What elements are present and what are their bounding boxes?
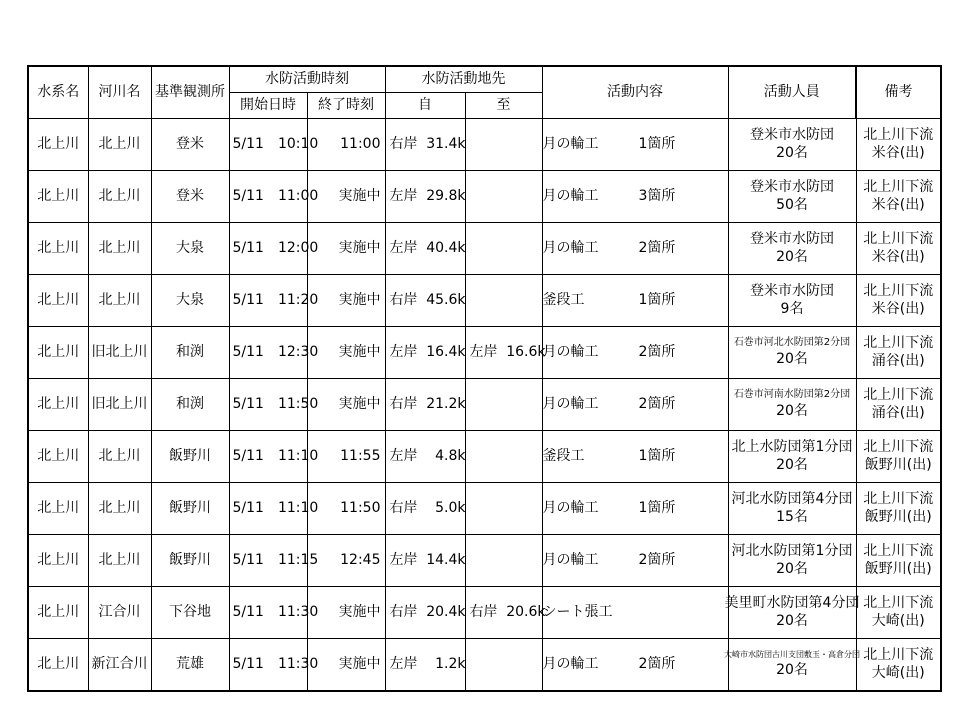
- to-side: 左岸: [469, 344, 498, 360]
- table-row: [28, 638, 941, 691]
- remark-line-2: 米谷(出): [871, 301, 925, 317]
- cell-system: 北上川: [28, 378, 88, 430]
- table-row: [28, 326, 941, 378]
- cell-end: 実施中: [307, 326, 385, 378]
- activity-type: 月の輪工: [542, 552, 599, 568]
- cell-system: 北上川: [28, 482, 88, 534]
- cell-system: 北上川: [28, 586, 88, 638]
- from-distance: 45.6k: [426, 292, 466, 308]
- cell-station: 荒雄: [151, 638, 229, 691]
- team-name: 石巻市河南水防団第2分団: [733, 389, 851, 400]
- from-distance: 4.8k: [435, 448, 466, 464]
- cell-from: [385, 274, 465, 326]
- cell-station: 登米: [151, 118, 229, 170]
- cell-station: 飯野川: [151, 534, 229, 586]
- cell-personnel: [728, 534, 856, 586]
- activity-type: 月の輪工: [542, 136, 599, 152]
- cell-activity: [542, 118, 728, 170]
- to-distance: 20.6k: [506, 604, 546, 620]
- table-body: [28, 118, 941, 691]
- from-side: 左岸: [389, 448, 418, 464]
- cell-system: 北上川: [28, 274, 88, 326]
- people-count: 15名: [776, 509, 808, 525]
- cell-end: 実施中: [307, 378, 385, 430]
- from-side: 左岸: [389, 552, 418, 568]
- activity-count: 1箇所: [638, 136, 676, 152]
- from-side: 右岸: [389, 136, 418, 152]
- from-distance: 20.4k: [426, 604, 466, 620]
- remark-line-1: 北上川下流: [863, 387, 934, 403]
- activity-count: 2箇所: [638, 396, 676, 412]
- cell-to: [465, 274, 542, 326]
- cell-station: 和渕: [151, 378, 229, 430]
- cell-river: 旧北上川: [88, 326, 151, 378]
- from-side: 右岸: [389, 396, 418, 412]
- cell-activity: [542, 222, 728, 274]
- remark-line-1: 北上川下流: [863, 231, 934, 247]
- cell-to: [465, 430, 542, 482]
- cell-river: 北上川: [88, 170, 151, 222]
- remark-line-1: 北上川下流: [863, 595, 934, 611]
- header-personnel: 活動人員: [728, 66, 856, 118]
- activity-type: シート張工: [542, 604, 613, 620]
- cell-river: 北上川: [88, 534, 151, 586]
- activity-count: 2箇所: [638, 552, 676, 568]
- to-side: 右岸: [469, 604, 498, 620]
- header-activity-time: 水防活動時刻: [229, 66, 385, 92]
- cell-remarks: [856, 118, 941, 170]
- cell-personnel: [728, 222, 856, 274]
- cell-to: [465, 534, 542, 586]
- cell-remarks: [856, 170, 941, 222]
- to-distance: 16.6k: [506, 344, 546, 360]
- team-name: 登米市水防団: [750, 127, 834, 143]
- remark-line-2: 米谷(出): [871, 145, 925, 161]
- cell-system: 北上川: [28, 222, 88, 274]
- people-count: 20名: [776, 249, 808, 265]
- from-side: 左岸: [389, 188, 418, 204]
- cell-start: 5/11 11:10: [229, 430, 307, 482]
- people-count: 20名: [776, 457, 808, 473]
- activity-count: 2箇所: [638, 344, 676, 360]
- remark-line-1: 北上川下流: [863, 179, 934, 195]
- team-name: 北上水防団第1分団: [731, 439, 853, 455]
- cell-start: 5/11 11:20: [229, 274, 307, 326]
- cell-remarks: [856, 586, 941, 638]
- people-count: 9名: [780, 301, 804, 317]
- remark-line-1: 北上川下流: [863, 335, 934, 351]
- cell-remarks: [856, 482, 941, 534]
- activity-type: 月の輪工: [542, 188, 599, 204]
- team-name: 石巻市河北水防団第2分団: [733, 337, 851, 348]
- remark-line-1: 北上川下流: [863, 491, 934, 507]
- cell-start: 5/11 11:15: [229, 534, 307, 586]
- from-side: 左岸: [389, 656, 418, 672]
- header-from: 自: [385, 92, 465, 118]
- cell-system: 北上川: [28, 534, 88, 586]
- activity-type: 釜段工: [542, 292, 585, 308]
- remark-line-1: 北上川下流: [863, 543, 934, 559]
- remark-line-2: 大崎(出): [871, 613, 925, 629]
- cell-from: [385, 170, 465, 222]
- cell-remarks: [856, 222, 941, 274]
- cell-personnel: [728, 118, 856, 170]
- from-distance: 1.2k: [435, 656, 466, 672]
- header-to: 至: [465, 92, 542, 118]
- cell-system: 北上川: [28, 326, 88, 378]
- table-row: [28, 586, 941, 638]
- cell-activity: [542, 534, 728, 586]
- from-distance: 14.4k: [426, 552, 466, 568]
- cell-end: 11:50: [307, 482, 385, 534]
- activity-type: 釜段工: [542, 448, 585, 464]
- cell-start: 5/11 11:30: [229, 586, 307, 638]
- header-activity-place: 水防活動地先: [385, 66, 542, 92]
- cell-river: 新江合川: [88, 638, 151, 691]
- team-name: 河北水防団第1分団: [731, 543, 853, 559]
- activity-count: 1箇所: [638, 448, 676, 464]
- from-side: 右岸: [389, 500, 418, 516]
- people-count: 20名: [776, 145, 808, 161]
- cell-river: 北上川: [88, 118, 151, 170]
- cell-from: [385, 482, 465, 534]
- cell-station: 飯野川: [151, 430, 229, 482]
- table-row: [28, 274, 941, 326]
- cell-start: 5/11 12:00: [229, 222, 307, 274]
- from-side: 左岸: [389, 344, 418, 360]
- remark-line-2: 涌谷(出): [871, 405, 925, 421]
- team-name: 登米市水防団: [750, 179, 834, 195]
- activity-type: 月の輪工: [542, 344, 599, 360]
- from-side: 左岸: [389, 240, 418, 256]
- people-count: 20名: [776, 662, 808, 678]
- header-system: 水系名: [28, 66, 88, 118]
- cell-river: 北上川: [88, 482, 151, 534]
- header-station: 基準観測所: [151, 66, 229, 118]
- cell-end: 11:00: [307, 118, 385, 170]
- cell-river: 江合川: [88, 586, 151, 638]
- cell-activity: [542, 170, 728, 222]
- cell-activity: [542, 482, 728, 534]
- cell-to: [465, 222, 542, 274]
- table-row: [28, 482, 941, 534]
- remark-line-2: 大崎(出): [871, 665, 925, 681]
- cell-activity: [542, 274, 728, 326]
- cell-to: [465, 170, 542, 222]
- flood-activity-table: [27, 65, 942, 692]
- cell-activity: [542, 430, 728, 482]
- cell-from: [385, 586, 465, 638]
- activity-type: 月の輪工: [542, 396, 599, 412]
- remark-line-1: 北上川下流: [863, 647, 934, 663]
- activity-count: 3箇所: [638, 188, 676, 204]
- cell-from: [385, 430, 465, 482]
- header-start: 開始日時: [229, 92, 307, 118]
- activity-count: 2箇所: [638, 656, 676, 672]
- cell-personnel: [728, 274, 856, 326]
- remark-line-2: 飯野川(出): [864, 457, 932, 473]
- cell-start: 5/11 10:10: [229, 118, 307, 170]
- header-end: 終了時刻: [307, 92, 385, 118]
- cell-remarks: [856, 430, 941, 482]
- remark-line-2: 飯野川(出): [864, 509, 932, 525]
- cell-station: 下谷地: [151, 586, 229, 638]
- cell-activity: [542, 378, 728, 430]
- cell-from: [385, 378, 465, 430]
- cell-station: 和渕: [151, 326, 229, 378]
- cell-remarks: [856, 274, 941, 326]
- cell-from: [385, 118, 465, 170]
- remark-line-1: 北上川下流: [863, 439, 934, 455]
- team-name: 登米市水防団: [750, 231, 834, 247]
- remark-line-1: 北上川下流: [863, 283, 934, 299]
- people-count: 20名: [776, 561, 808, 577]
- header-river: 河川名: [88, 66, 151, 118]
- cell-system: 北上川: [28, 430, 88, 482]
- cell-river: 北上川: [88, 274, 151, 326]
- cell-personnel: [728, 326, 856, 378]
- cell-to: [465, 378, 542, 430]
- cell-to: [465, 638, 542, 691]
- team-name: 河北水防団第4分団: [731, 491, 853, 507]
- cell-start: 5/11 11:10: [229, 482, 307, 534]
- cell-from: [385, 638, 465, 691]
- cell-remarks: [856, 326, 941, 378]
- cell-end: 実施中: [307, 274, 385, 326]
- team-name: 美里町水防団第4分団: [724, 595, 860, 611]
- cell-start: 5/11 11:00: [229, 170, 307, 222]
- cell-remarks: [856, 534, 941, 586]
- cell-to: [465, 118, 542, 170]
- activity-count: 2箇所: [638, 240, 676, 256]
- cell-station: 飯野川: [151, 482, 229, 534]
- cell-system: 北上川: [28, 638, 88, 691]
- from-distance: 5.0k: [435, 500, 466, 516]
- table-row: [28, 430, 941, 482]
- cell-to: [465, 586, 546, 638]
- team-name: 登米市水防団: [750, 283, 834, 299]
- remark-line-2: 米谷(出): [871, 197, 925, 213]
- cell-personnel: [728, 430, 856, 482]
- cell-activity: [542, 326, 728, 378]
- cell-end: 11:55: [307, 430, 385, 482]
- cell-station: 大泉: [151, 274, 229, 326]
- remark-line-2: 涌谷(出): [871, 353, 925, 369]
- cell-remarks: [856, 378, 941, 430]
- people-count: 20名: [776, 613, 808, 629]
- activity-type: 月の輪工: [542, 240, 599, 256]
- from-distance: 31.4k: [426, 136, 466, 152]
- cell-remarks: [856, 638, 941, 691]
- cell-start: 5/11 11:30: [229, 638, 307, 691]
- table-row: [28, 378, 941, 430]
- cell-personnel: [728, 170, 856, 222]
- from-distance: 21.2k: [426, 396, 466, 412]
- cell-from: [385, 222, 465, 274]
- cell-activity: [542, 586, 728, 638]
- cell-to: [465, 482, 542, 534]
- remark-line-2: 飯野川(出): [864, 561, 932, 577]
- cell-river: 北上川: [88, 222, 151, 274]
- cell-end: 12:45: [307, 534, 385, 586]
- cell-system: 北上川: [28, 170, 88, 222]
- from-distance: 29.8k: [426, 188, 466, 204]
- cell-to: [465, 326, 546, 378]
- people-count: 20名: [776, 351, 808, 367]
- from-distance: 40.4k: [426, 240, 466, 256]
- cell-personnel: [724, 638, 860, 691]
- from-distance: 16.4k: [426, 344, 466, 360]
- header-activity: 活動内容: [542, 66, 728, 118]
- table-row: [28, 118, 941, 170]
- cell-river: 北上川: [88, 430, 151, 482]
- cell-end: 実施中: [307, 170, 385, 222]
- table-row: [28, 170, 941, 222]
- cell-from: [385, 534, 465, 586]
- remark-line-2: 米谷(出): [871, 249, 925, 265]
- cell-start: 5/11 12:30: [229, 326, 307, 378]
- cell-personnel: [728, 482, 856, 534]
- header-row-1: [28, 66, 941, 92]
- cell-personnel: [724, 586, 860, 638]
- cell-end: 実施中: [307, 222, 385, 274]
- cell-river: 旧北上川: [88, 378, 151, 430]
- people-count: 50名: [776, 197, 808, 213]
- activity-count: 1箇所: [638, 500, 676, 516]
- cell-start: 5/11 11:50: [229, 378, 307, 430]
- cell-from: [385, 326, 465, 378]
- remark-line-1: 北上川下流: [863, 127, 934, 143]
- header-remarks: 備考: [856, 66, 941, 118]
- cell-station: 登米: [151, 170, 229, 222]
- activity-type: 月の輪工: [542, 500, 599, 516]
- activity-count: 1箇所: [638, 292, 676, 308]
- cell-end: 実施中: [307, 638, 385, 691]
- table-row: [28, 534, 941, 586]
- activity-type: 月の輪工: [542, 656, 599, 672]
- table-row: [28, 222, 941, 274]
- cell-personnel: [728, 378, 856, 430]
- from-side: 右岸: [389, 604, 418, 620]
- from-side: 右岸: [389, 292, 418, 308]
- cell-system: 北上川: [28, 118, 88, 170]
- team-name: 大崎市水防団古川支団敷玉・高倉分団: [724, 650, 860, 659]
- cell-activity: [542, 638, 728, 691]
- people-count: 20名: [776, 403, 808, 419]
- cell-end: 実施中: [307, 586, 385, 638]
- cell-station: 大泉: [151, 222, 229, 274]
